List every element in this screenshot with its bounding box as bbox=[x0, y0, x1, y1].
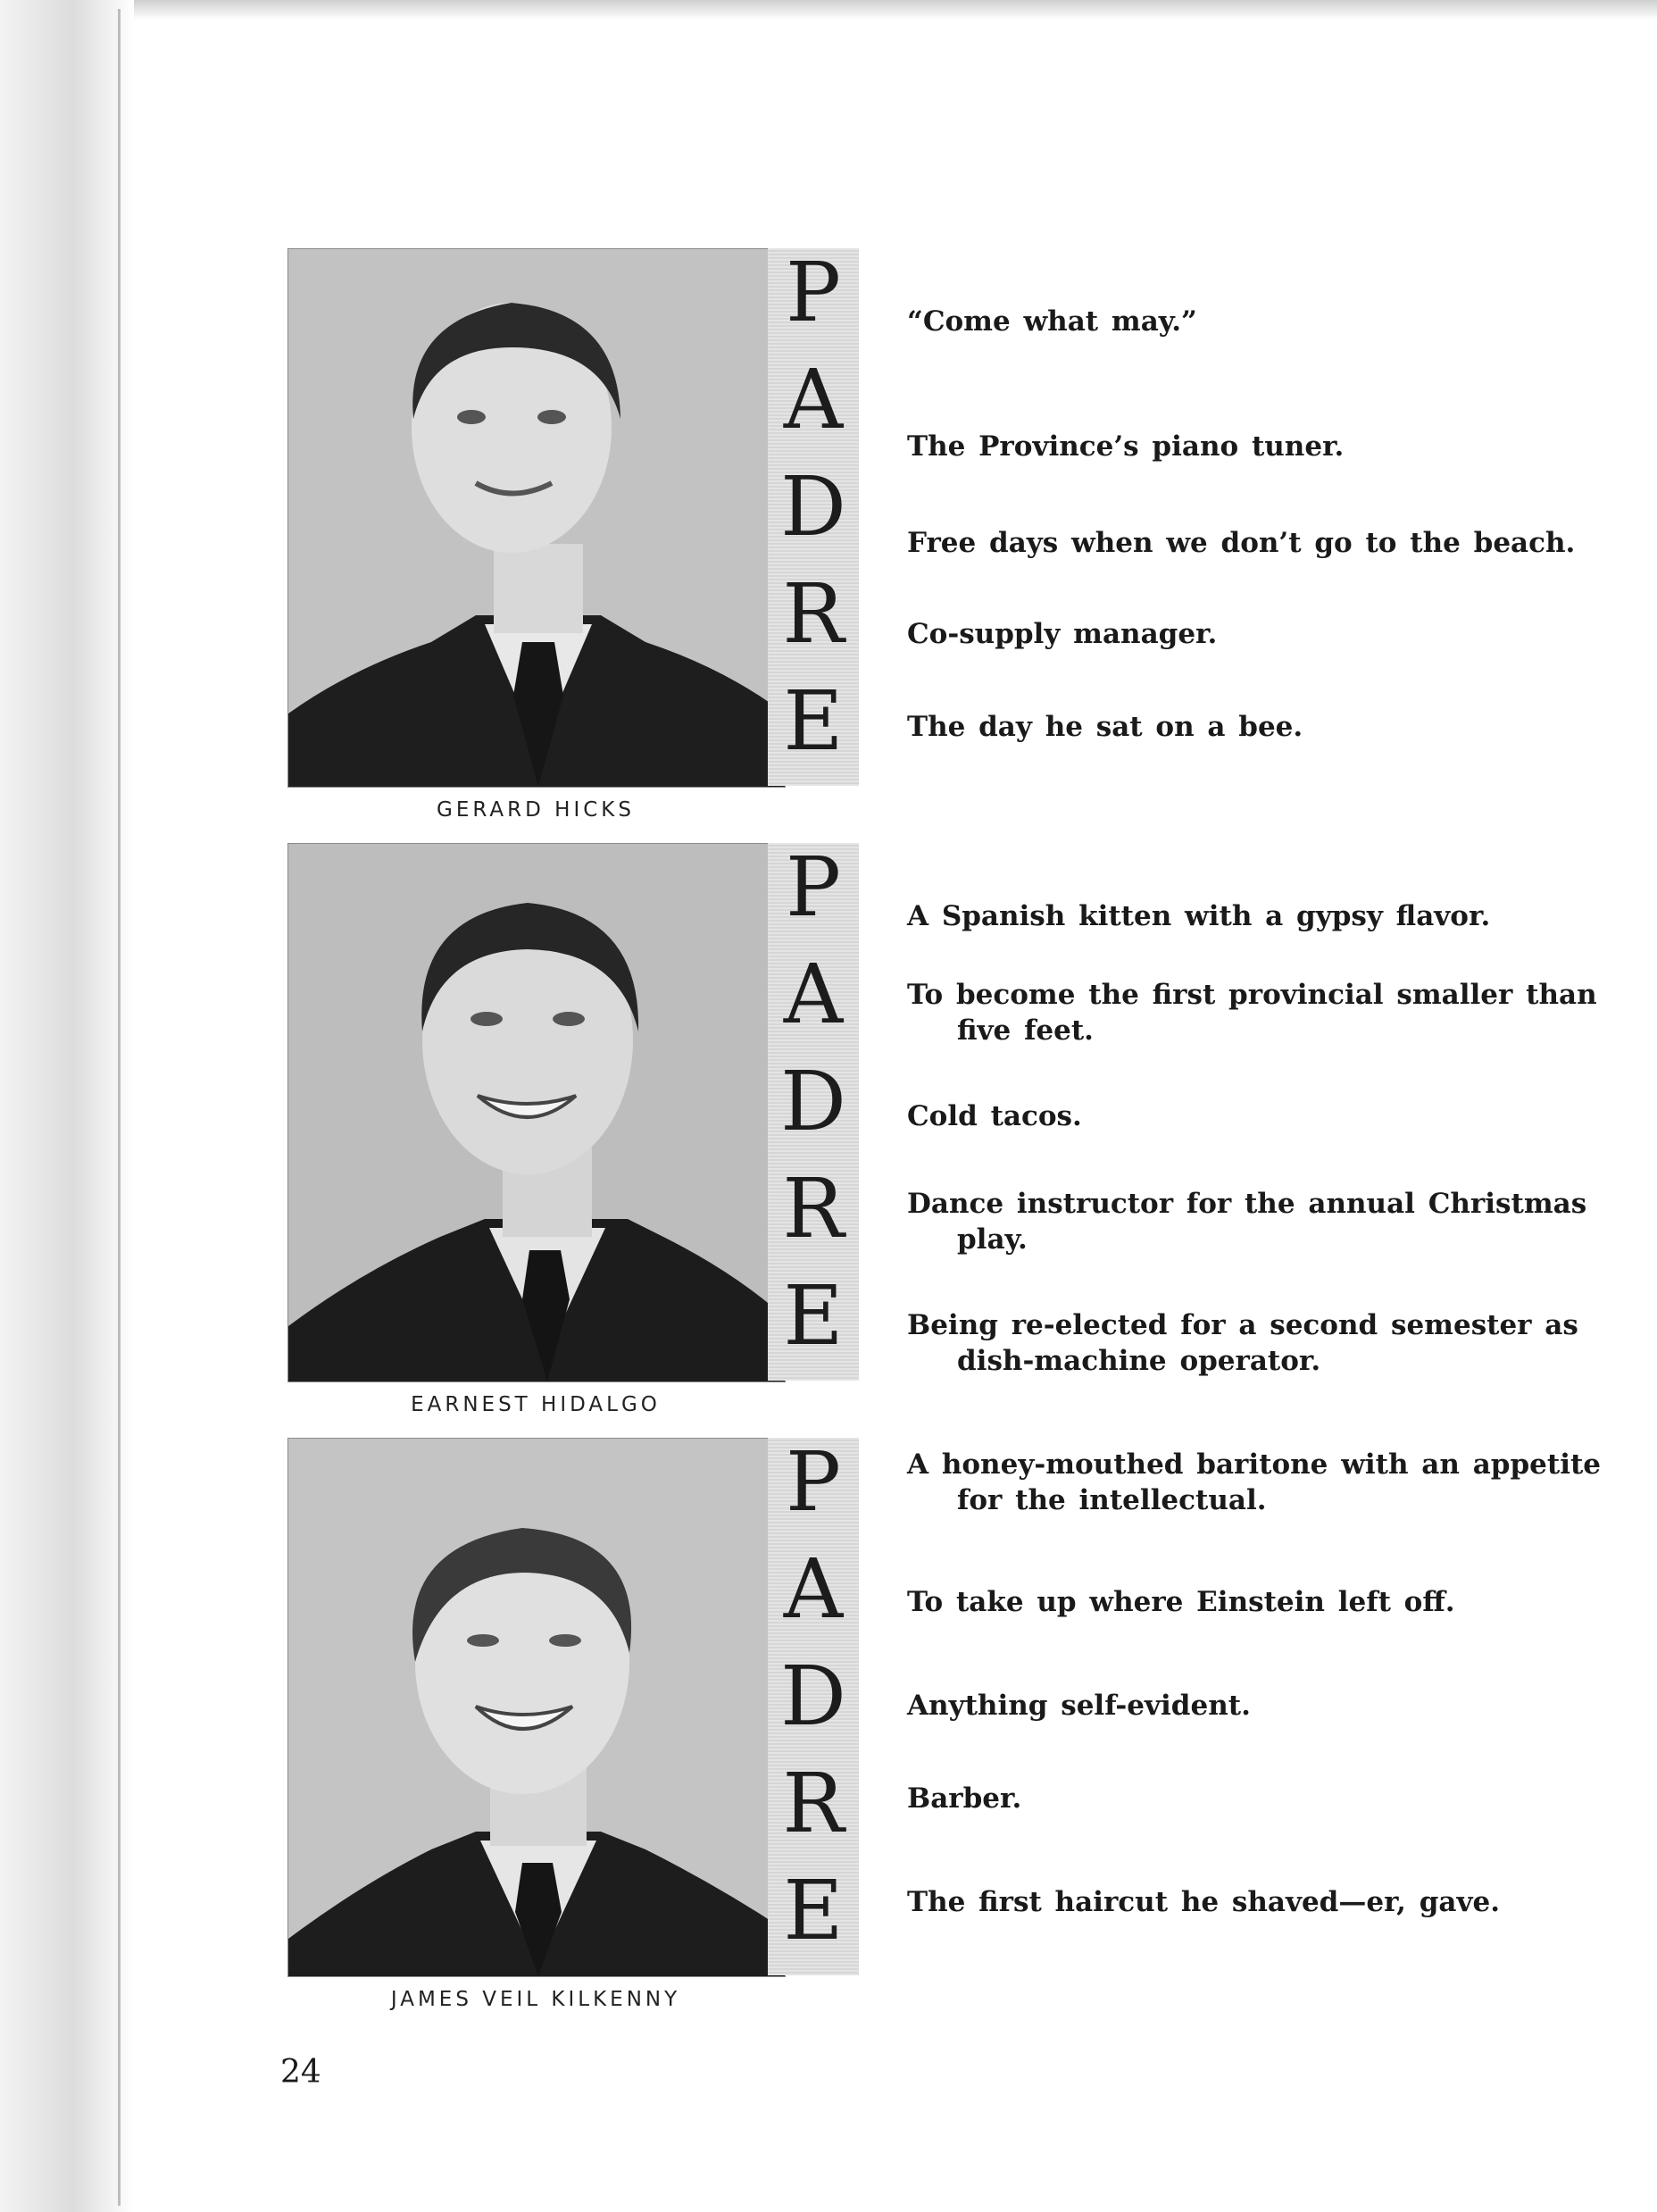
bio-line: To take up where Einstein left off. bbox=[907, 1586, 1455, 1618]
band-letter: P bbox=[786, 839, 841, 935]
bio-line: Dance instructor for the annual Christmas play. bbox=[907, 1188, 1587, 1256]
padre-letter-band bbox=[768, 839, 859, 1381]
portrait-caption: JAMES VEIL KILKENNY bbox=[390, 1988, 681, 2011]
band-letter: E bbox=[783, 1268, 844, 1364]
page-number: 24 bbox=[280, 2054, 321, 2091]
band-letter: R bbox=[782, 1161, 845, 1256]
portrait-photo bbox=[287, 843, 786, 1382]
band-letter: E bbox=[783, 673, 844, 769]
padre-letter-band bbox=[768, 245, 859, 786]
bio-line: Cold tacos. bbox=[907, 1100, 1082, 1132]
page-fold-line bbox=[118, 9, 121, 2206]
band-letter: D bbox=[780, 1649, 846, 1744]
band-letter: A bbox=[783, 947, 844, 1042]
portrait-photo bbox=[287, 248, 786, 788]
bio-line: Anything self-evident. bbox=[907, 1690, 1251, 1722]
band-letter: R bbox=[782, 566, 845, 662]
band-letter: D bbox=[780, 459, 846, 555]
portrait-photo bbox=[287, 1438, 786, 1977]
band-letter: E bbox=[783, 1863, 844, 1958]
portrait-image bbox=[288, 844, 785, 1381]
portrait-caption: EARNEST HIDALGO bbox=[411, 1393, 661, 1416]
bio-line: Being re-elected for a second semester as dish-machine operator. bbox=[907, 1309, 1578, 1377]
bio-line: The Province’s piano tuner. bbox=[907, 430, 1345, 463]
portrait-image bbox=[288, 1439, 785, 1976]
bio-line: A Spanish kitten with a gypsy flavor. bbox=[907, 900, 1491, 932]
band-letter: A bbox=[783, 1541, 844, 1637]
padre-letter-band bbox=[768, 1434, 859, 1975]
band-letter: D bbox=[780, 1054, 846, 1149]
page-binding-edge bbox=[0, 0, 134, 2212]
bio-line: The day he sat on a bee. bbox=[907, 711, 1303, 743]
band-letter: P bbox=[786, 1434, 841, 1530]
portrait-caption: GERARD HICKS bbox=[437, 798, 635, 822]
bio-line: The first haircut he shaved—er, gave. bbox=[907, 1886, 1501, 1918]
page-top-edge bbox=[0, 0, 1657, 20]
bio-line: Co-supply manager. bbox=[907, 618, 1218, 650]
band-letter: P bbox=[786, 245, 841, 340]
bio-line: “Come what may.” bbox=[907, 305, 1197, 338]
bio-line: Barber. bbox=[907, 1782, 1022, 1815]
band-letter: A bbox=[783, 352, 844, 447]
bio-line: Free days when we don’t go to the beach. bbox=[907, 527, 1576, 559]
bio-line: To become the first provincial smaller than five feet. bbox=[907, 979, 1597, 1047]
band-letter: R bbox=[782, 1756, 845, 1851]
portrait-image bbox=[288, 249, 785, 787]
bio-line: A honey-mouthed baritone with an appetite for the intellectual. bbox=[907, 1448, 1602, 1516]
